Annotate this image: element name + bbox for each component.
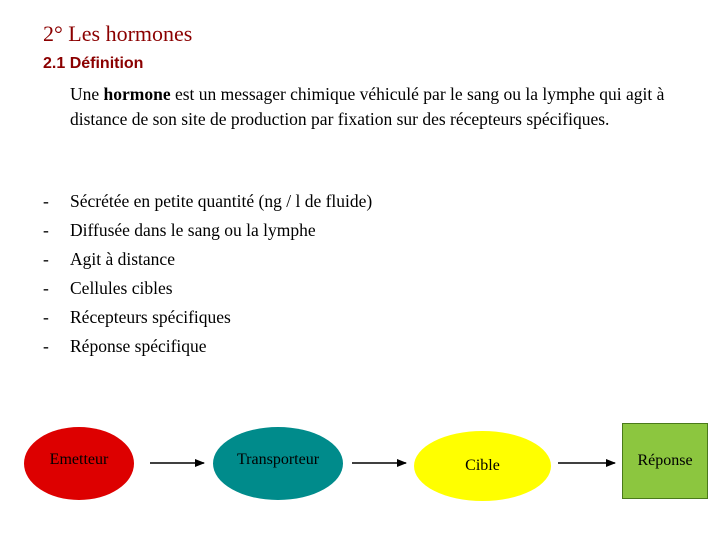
- list-item: [43, 216, 372, 245]
- bullet-marker: -: [43, 307, 49, 327]
- definition-rest: est un messager chimique véhiculé par le sang ou la lymphe qui agit à distance de son site de production par fixation sur des récepteurs spécifiques.: [70, 84, 665, 129]
- list-item-text: Diffusée dans le sang ou la lymphe: [70, 220, 316, 240]
- node-transporteur: [213, 427, 343, 500]
- definition-term: hormone: [103, 84, 171, 104]
- list-item: [43, 274, 372, 303]
- list-item: [43, 303, 372, 332]
- list-item-text: Récepteurs spécifiques: [70, 307, 231, 327]
- list-item-text: Sécrétée en petite quantité (ng / l de fluide): [70, 191, 373, 211]
- node-cible: [414, 431, 551, 501]
- node-emetteur: [24, 427, 134, 500]
- bullet-marker: -: [43, 220, 49, 240]
- list-item-text: Cellules cibles: [70, 278, 173, 298]
- bullet-marker: -: [43, 249, 49, 269]
- definition-paragraph: [70, 82, 690, 132]
- page-title: 2° Les hormones: [43, 21, 193, 46]
- node-label: Réponse: [637, 452, 693, 469]
- definition-lead: Une: [70, 84, 104, 104]
- list-item: [43, 332, 372, 361]
- list-item-text: Agit à distance: [70, 249, 175, 269]
- list-item: [43, 245, 372, 274]
- node-label: Cible: [465, 457, 500, 474]
- node-label: Transporteur: [236, 451, 320, 468]
- list-item-text: Réponse spécifique: [70, 336, 207, 356]
- node-reponse: [622, 423, 708, 499]
- bullet-marker: -: [43, 191, 49, 211]
- list-item: [43, 187, 372, 216]
- bullet-marker: -: [43, 336, 49, 356]
- bullet-marker: -: [43, 278, 49, 298]
- property-list: [43, 187, 372, 361]
- node-label: Emetteur: [49, 451, 109, 468]
- section-subtitle: 2.1 Définition: [43, 55, 144, 72]
